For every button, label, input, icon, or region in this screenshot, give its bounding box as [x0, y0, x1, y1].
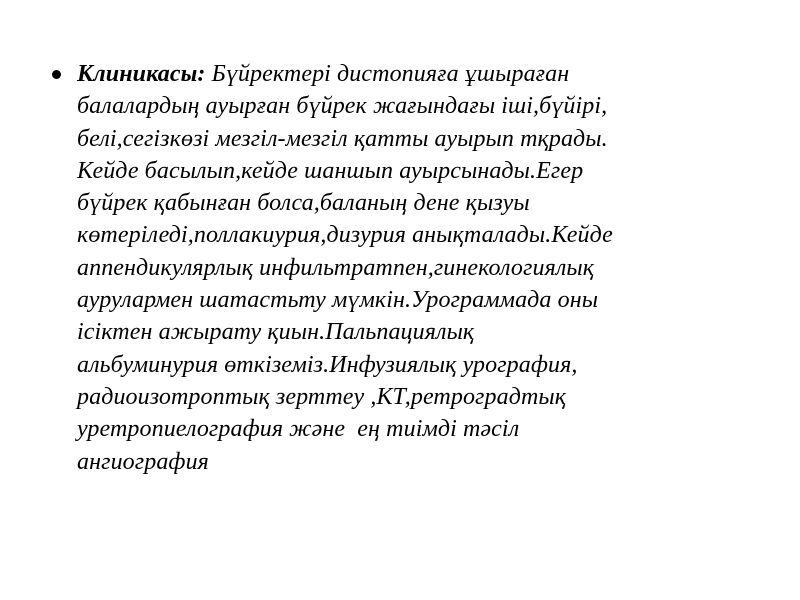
- text-line-5: бүйрек қабынған болса,баланың дене қызуы: [77, 190, 530, 217]
- text-line-2: балалардың ауырған бүйрек жағындағы іші,бүйірі,: [77, 93, 608, 120]
- text-line-3: белі,сегізкөзі мезгіл-мезгіл қатты ауырып тқрады.: [77, 125, 608, 152]
- text-line-8: аурулармен шатастьту мүмкін.Урограммада оны: [77, 287, 599, 314]
- bullet-icon: [52, 70, 61, 79]
- text-line-4: Кейде басылып,кейде шаншып ауырсынады.Егер: [77, 157, 584, 184]
- slide-body-text: [77, 58, 777, 478]
- text-line-10: альбуминурия өткіземіз.Инфузиялық урография,: [77, 351, 578, 378]
- text-line-9: ісіктен ажырату қиын.Пальпациялық: [77, 319, 475, 346]
- text-line-1: [77, 58, 777, 90]
- text-line-7: аппендикулярлық инфильтратпен,гинекологиялық: [77, 254, 595, 281]
- text-line-12: уретропиелография және ең тиімді тәсіл: [77, 416, 520, 443]
- first-line-text: Бүйректері дистопияға ұшыраған: [205, 61, 570, 87]
- text-line-13: ангиография: [77, 448, 209, 475]
- text-line-11: радиоизотроптық зерттеу ,КТ,ретроградтық: [77, 383, 567, 410]
- lead-heading: Клиникасы:: [77, 61, 206, 87]
- text-line-6: көтеріледі,поллакиурия,дизурия анықталады.Кейде: [77, 222, 613, 249]
